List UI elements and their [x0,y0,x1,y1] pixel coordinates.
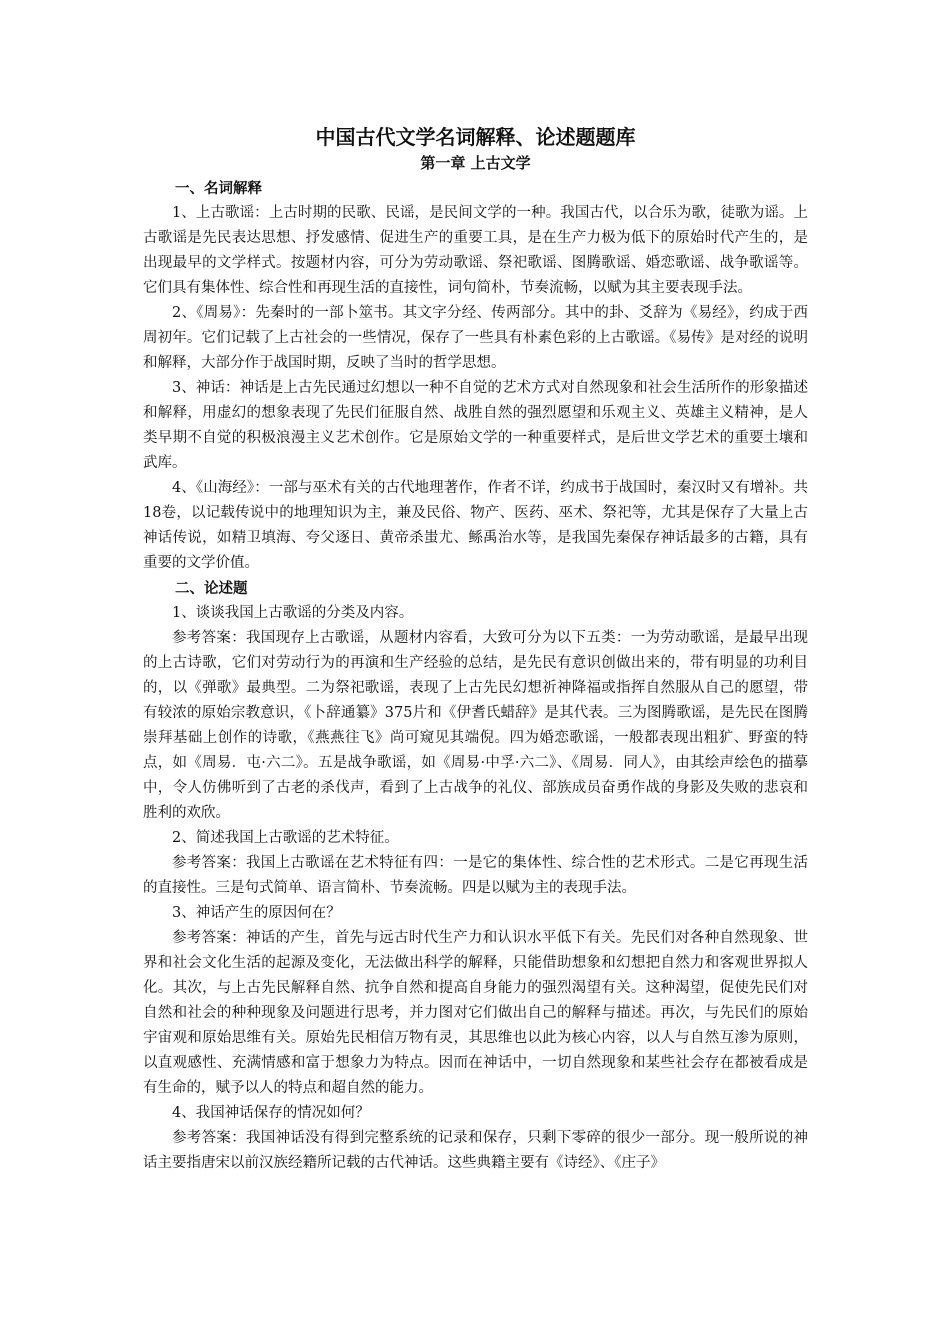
document-page [143,118,808,1176]
answer-paragraph: 参考答案：神话的产生，首先与远古时代生产力和认识水平低下有关。先民们对各种自然现象、世界和社会文化生活的起源及变化，无法做出科学的解释，只能借助想象和幻想把自然力和客观世界拟人化。其次，与上古先民解释自然、抗争自然和提高自身能力的强烈渴望有关。这种渴望，促使先民们对自然和社会的种种现象及问题进行思考，并力图对它们做出自己的解释与描述。再次，与先民们的原始宇宙观和原始思维有关。原始先民相信万物有灵，其思维也以此为核心内容，以人与自然互渗为原则，以直观感性、充满情感和富于想象力为特点。因而在神话中，一切自然现象和某些社会存在都被看成是有生命的，赋予以人的特点和超自然的能力。 [143,930,808,1096]
document-title: 中国古代文学名词解释、论述题题库 [315,125,636,149]
chapter-heading: 第一章 上古文学 [420,154,531,172]
section-heading-terms: 一、名词解释 [175,180,262,197]
term-paragraph: 4、《山海经》：一部与巫术有关的古代地理著作，作者不详，约成书于战国时，秦汉时又有增补。共18卷，以记载传说中的地理知识为主，兼及民俗、物产、医药、巫术、祭祀等，尤其是保存了大量上古神话传说，如精卫填海、夸父逐日、黄帝杀蚩尤、鲧禹治水等，是我国先秦保存神话最多的古籍，具有重要的文学价值。 [143,480,808,571]
question: 3、神话产生的原因何在？ [172,905,341,921]
term-paragraph: 3、神话：神话是上古先民通过幻想以一种不自觉的艺术方式对自然现象和社会生活所作的形象描述和解释，用虚幻的想象表现了先民们征服自然、战胜自然的强烈愿望和乐观主义、英雄主义精神，是人类早期不自觉的积极浪漫主义艺术创作。它是原始文学的一种重要样式，是后世文学艺术的重要土壤和武库。 [143,380,808,471]
question: 2、简述我国上古歌谣的艺术特征。 [172,830,399,846]
answer-paragraph: 参考答案：我国神话没有得到完整系统的记录和保存，只剩下零碎的很少一部分。现一般所说的神话主要指唐宋以前汉族经籍所记载的古代神话。这些典籍主要有《诗经》、《庄子》 [143,1130,808,1171]
answer-paragraph: 参考答案：我国上古歌谣在艺术特征有四：一是它的集体性、综合性的艺术形式。二是它再现生活的直接性。三是句式简单、语言简朴、节奏流畅。四是以赋为主的表现手法。 [143,855,808,896]
term-paragraph: 1、上古歌谣：上古时期的民歌、民谣，是民间文学的一种。我国古代，以合乐为歌，徒歌为谣。上古歌谣是先民表达思想、抒发感情、促进生产的重要工具，是在生产力极为低下的原始时代产生的，是出现最早的文学样式。按题材内容，可分为劳动歌谣、祭祀歌谣、图腾歌谣、婚恋歌谣、战争歌谣等。它们具有集体性、综合性和再现生活的直接性，词句简朴，节奏流畅，以赋为其主要表现手法。 [143,205,808,296]
section-heading-essays: 二、论述题 [175,580,248,597]
answer-paragraph: 参考答案：我国现存上古歌谣，从题材内容看，大致可分为以下五类：一为劳动歌谣，是最早出现的上古诗歌，它们对劳动行为的再演和生产经验的总结，是先民有意识创做出来的，带有明显的功利目的，以《弹歌》最典型。二为祭祀歌谣，表现了上古先民幻想祈神降福或指挥自然服从自己的愿望，带有较浓的原始宗教意识，《卜辞通纂》375片和《伊耆氏蜡辞》是其代表。三为图腾歌谣，是先民在图腾崇拜基础上创作的诗歌，《燕燕往飞》尚可窥见其端倪。四为婚恋歌谣，一般都表现出粗犷、野蛮的特点，如《周易．屯·六二》。五是战争歌谣，如《周易·中孚·六二》、《周易．同人》，由其绘声绘色的描摹中，令人仿佛听到了古老的杀伐声，看到了上古战争的礼仪、部族成员奋勇作战的身影及失败的悲哀和胜利的欢欣。 [143,630,808,821]
term-paragraph: 2、《周易》：先秦时的一部卜筮书。其文字分经、传两部分。其中的卦、爻辞为《易经》，约成于西周初年。它们记载了上古社会的一些情况，保存了一些具有朴素色彩的上古歌谣。《易传》是对经的说明和解释，大部分作于战国时期，反映了当时的哲学思想。 [143,305,808,371]
question: 1、谈谈我国上古歌谣的分类及内容。 [172,605,414,621]
question: 4、我国神话保存的情况如何？ [172,1105,370,1121]
